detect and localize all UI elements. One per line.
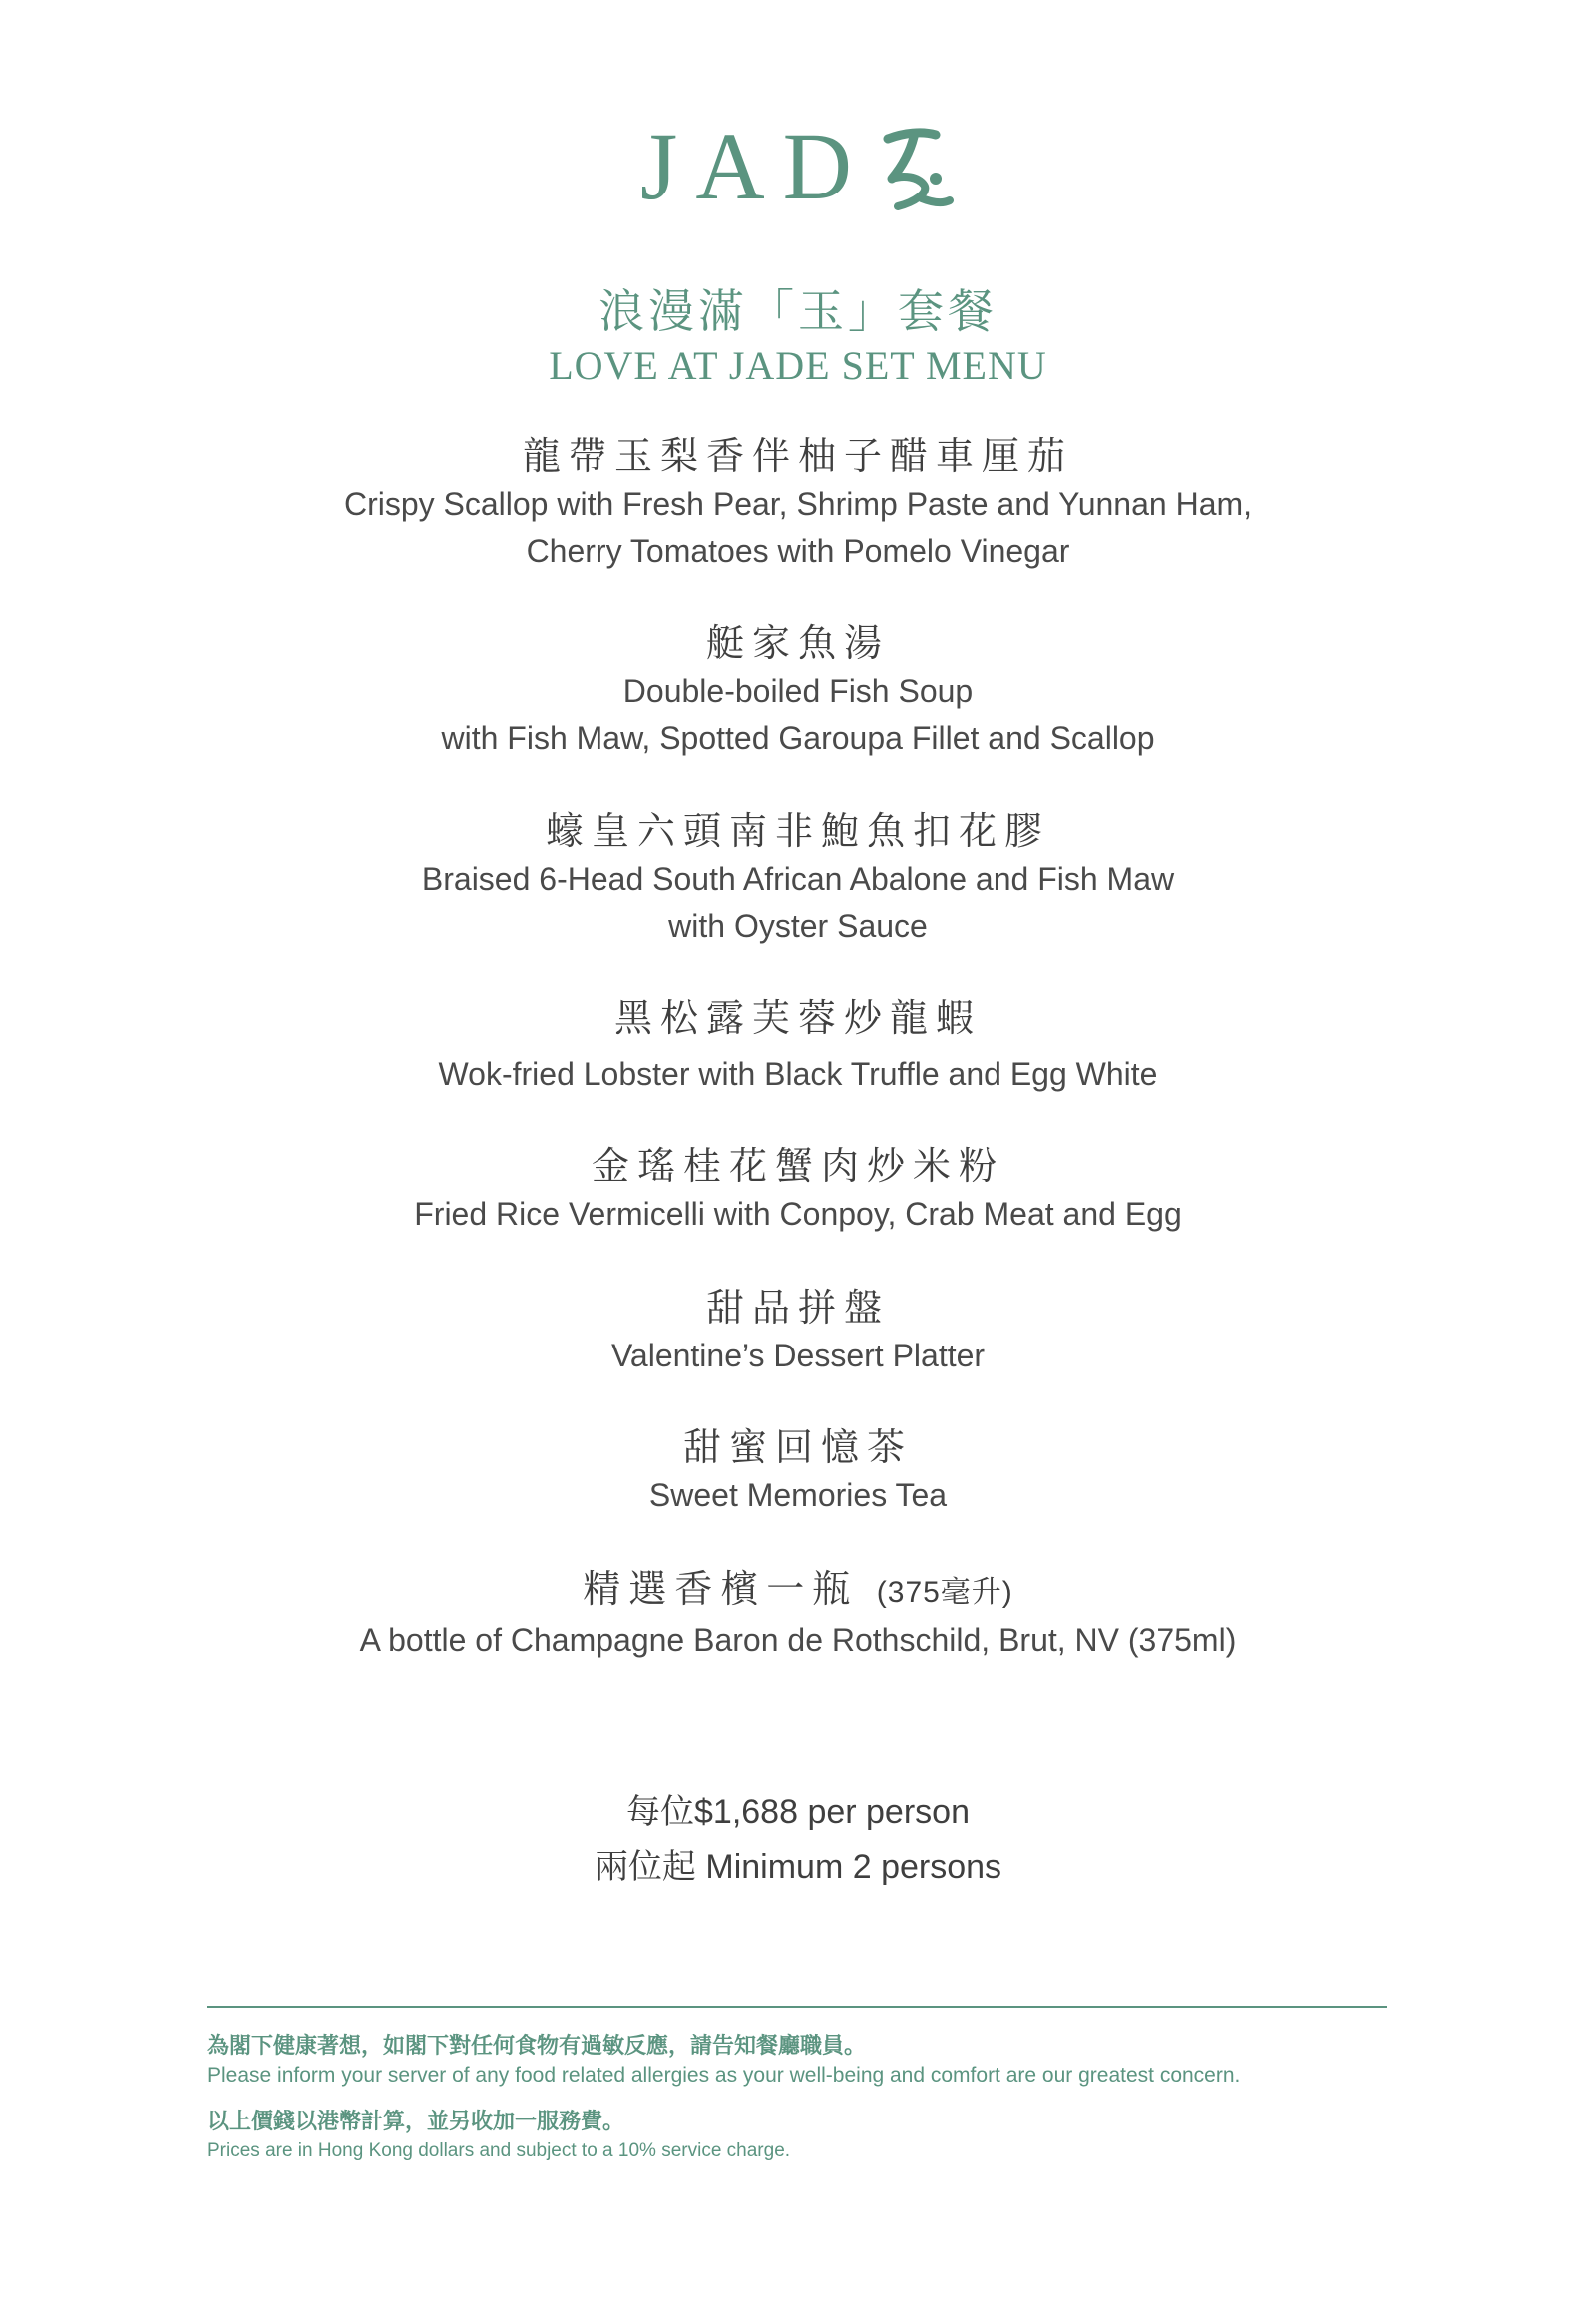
dish-item (0, 1566, 1596, 1664)
dish-name-chinese: 金瑤桂花蟹肉炒米粉 (591, 1146, 1004, 1188)
price-block (0, 1785, 1596, 1895)
service-charge-chinese: 以上價錢以港幣計算，並另收加一服務費。 (207, 2109, 625, 2133)
dish-item (0, 995, 1596, 1098)
dish-name-english: Fried Rice Vermicelli with Conpoy, Crab Meat and Egg (414, 1196, 1182, 1232)
menu-title-english: LOVE AT JADE SET MENU (549, 343, 1047, 388)
menu-title-chinese: 浪漫滿「玉」套餐 (598, 285, 998, 337)
dish-name-chinese (0, 1566, 1596, 1617)
dish-item (0, 1424, 1596, 1519)
menu-title (0, 281, 1596, 391)
dish-name-english: with Oyster Sauce (668, 908, 928, 944)
dish-name-chinese-text: 精選香檳一瓶 (583, 1569, 859, 1611)
service-charge-notice (207, 2107, 1387, 2166)
restaurant-logo (0, 112, 1596, 221)
dish-name-chinese: 黑松露芙蓉炒龍蝦 (613, 998, 982, 1040)
dish-name-english: Crispy Scallop with Fresh Pear, Shrimp Paste and Yunnan Ham, (343, 486, 1253, 522)
price-per-person: 每位$1,688 per person (626, 1793, 970, 1831)
dish-name-english: Sweet Memories Tea (648, 1477, 948, 1513)
dish-name-english: Braised 6-Head South African Abalone and Fish Maw (421, 861, 1175, 897)
dish-item (0, 1285, 1596, 1379)
dish-item (0, 808, 1596, 950)
allergy-notice-english: Please inform your server of any food related allergies as your well-being and comfort are our greatest concern. (207, 2064, 1241, 2087)
dish-name-english: Valentine’s Dessert Platter (610, 1338, 986, 1373)
jade-calligraphy-mark-icon (874, 119, 956, 214)
dish-name-chinese: 龍帶玉梨香伴柚子醋車厘茄 (522, 436, 1073, 478)
dish-name-english: Cherry Tomatoes with Pomelo Vinegar (526, 533, 1070, 569)
dish-name-english: Double-boiled Fish Soup (622, 673, 974, 709)
minimum-persons: 兩位起 Minimum 2 persons (594, 1848, 1002, 1886)
dish-item (0, 433, 1596, 575)
dish-item (0, 1143, 1596, 1238)
service-charge-english: Prices are in Hong Kong dollars and subject to a 10% service charge. (207, 2140, 791, 2161)
dish-name-english: with Fish Maw, Spotted Garoupa Fillet and Scallop (441, 720, 1155, 756)
allergy-notice-chinese: 為閣下健康著想，如閣下對任何食物有過敏反應，請告知餐廳職員。 (207, 2033, 867, 2058)
dish-item (0, 620, 1596, 762)
footer-divider (207, 2006, 1387, 2008)
dish-name-chinese: 艇家魚湯 (705, 623, 890, 665)
dish-name-chinese: 甜品拼盤 (705, 1288, 890, 1330)
allergy-notice (207, 2031, 1387, 2091)
dish-name-chinese: 甜蜜回憶茶 (682, 1427, 913, 1469)
logo-text: JAD (639, 113, 870, 219)
dish-name-chinese: 蠔皇六頭南非鮑魚扣花膠 (545, 811, 1050, 853)
dish-name-english: A bottle of Champagne Baron de Rothschild, Brut, NV (375ml) (359, 1622, 1237, 1658)
dish-volume-note: (375毫升) (876, 1576, 1013, 1609)
dish-name-english: Wok-fried Lobster with Black Truffle and Egg White (438, 1056, 1158, 1092)
